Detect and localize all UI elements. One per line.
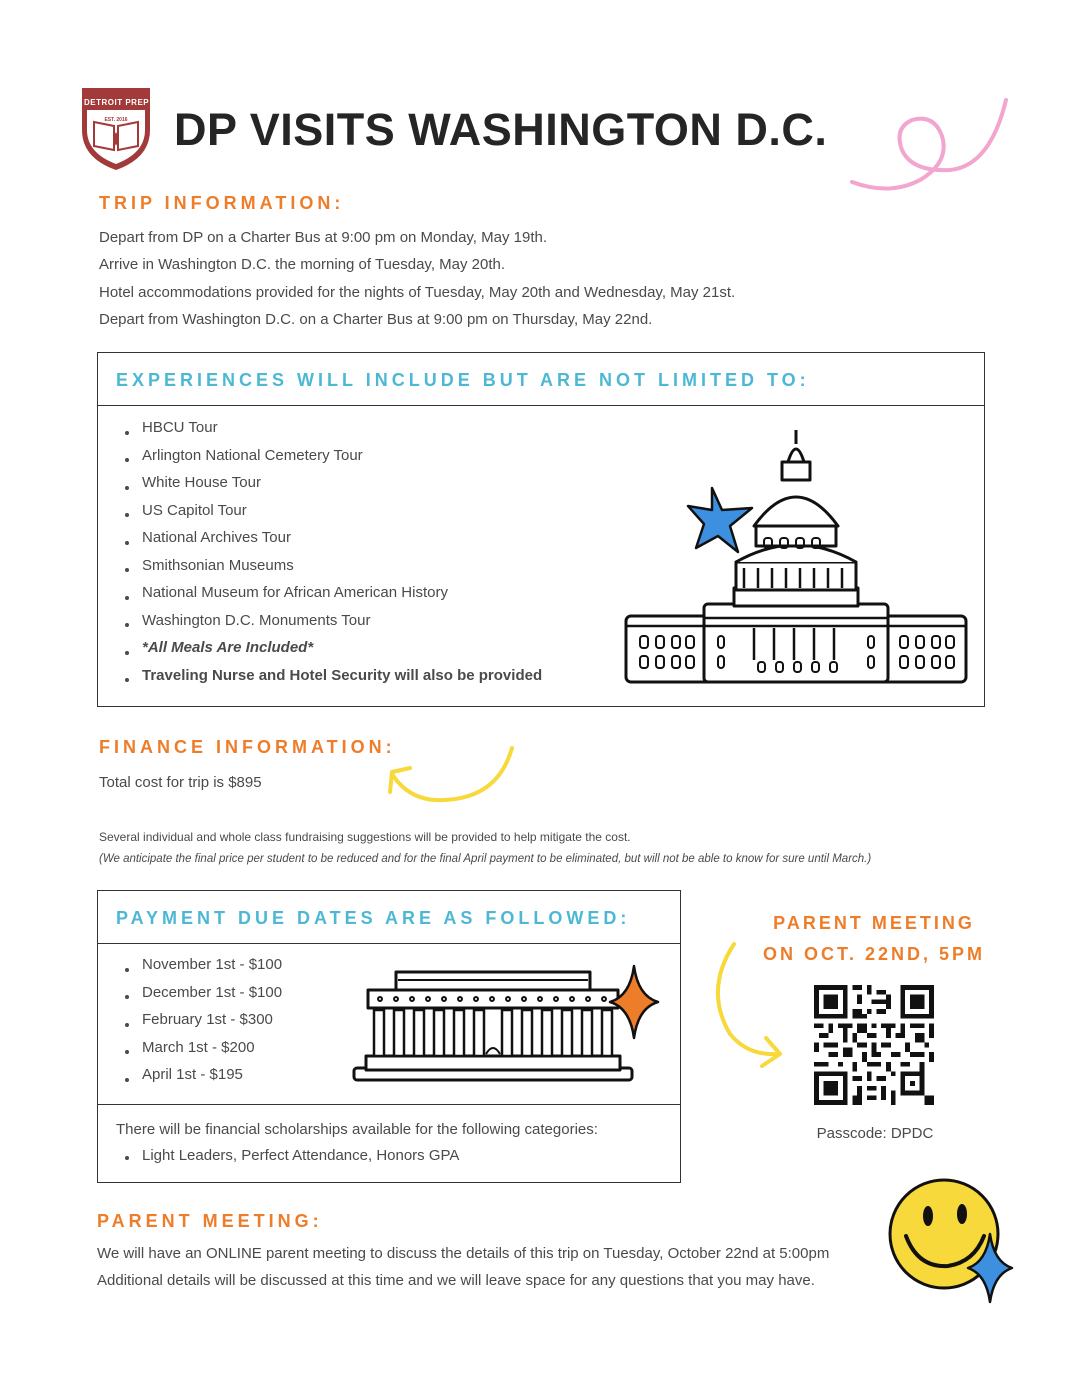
trip-line: Depart from Washington D.C. on a Charter Bus at 9:00 pm on Thursday, May 22nd. xyxy=(99,311,653,328)
page-title: DP VISITS WASHINGTON D.C. xyxy=(174,104,828,155)
pink-squiggle xyxy=(850,96,1010,196)
payments-heading: PAYMENT DUE DATES ARE AS FOLLOWED: xyxy=(116,908,631,928)
list-item: US Capitol Tour xyxy=(116,502,542,530)
parent-meeting-heading: PARENT MEETING: xyxy=(97,1211,323,1231)
logo-top-text: DETROIT PREP xyxy=(84,98,150,107)
scholarship-intro: There will be financial scholarships available for the following categories: xyxy=(116,1121,598,1138)
experiences-box-header xyxy=(98,353,984,406)
meeting-callout-line1: PARENT MEETING xyxy=(773,913,975,933)
qr-code[interactable] xyxy=(814,985,934,1105)
payments-list xyxy=(116,956,282,1094)
list-item: Washington D.C. Monuments Tour xyxy=(116,612,542,640)
meeting-callout-line2: ON OCT. 22ND, 5PM xyxy=(762,944,986,964)
finance-heading: FINANCE INFORMATION: xyxy=(99,737,396,757)
trip-line: Hotel accommodations provided for the nights of Tuesday, May 20th and Wednesday, May 21st. xyxy=(99,284,736,301)
list-item: National Archives Tour xyxy=(116,529,542,557)
list-item: April 1st - $195 xyxy=(116,1066,282,1094)
orange-sparkle-icon xyxy=(608,964,660,1040)
parent-meeting-line: Additional details will be discussed at this time and we will leave space for any questions that you may have. xyxy=(97,1272,815,1289)
trip-info-heading: TRIP INFORMATION: xyxy=(99,193,345,213)
parent-meeting-line: We will have an ONLINE parent meeting to discuss the details of this trip on Tuesday, October 22nd at 5:00pm xyxy=(97,1245,830,1262)
us-capitol-illustration xyxy=(624,428,968,688)
payments-divider xyxy=(98,1104,680,1105)
list-item: National Museum for African American History xyxy=(116,584,542,612)
finance-note: Several individual and whole class fundraising suggestions will be provided to help mitigate the cost. xyxy=(99,830,631,844)
trip-line: Arrive in Washington D.C. the morning of Tuesday, May 20th. xyxy=(99,256,506,273)
trip-line: Depart from DP on a Charter Bus at 9:00 pm on Monday, May 19th. xyxy=(99,229,548,246)
meeting-passcode: Passcode: DPDC xyxy=(816,1125,934,1142)
list-item: White House Tour xyxy=(116,474,542,502)
list-item: *All Meals Are Included* xyxy=(116,639,542,667)
list-item: Arlington National Cemetery Tour xyxy=(116,447,542,475)
lincoln-memorial-illustration xyxy=(352,968,634,1084)
list-item: November 1st - $100 xyxy=(116,956,282,984)
finance-note-italic: (We anticipate the final price per student to be reduced and for the final April payment to be eliminated, but will not be able to know for sure until March.) xyxy=(99,853,872,865)
logo-est-text: EST. 2016 xyxy=(104,117,128,123)
blue-sparkle-icon xyxy=(966,1232,1014,1304)
blue-star-icon xyxy=(686,486,758,556)
list-item: Light Leaders, Perfect Attendance, Honors GPA xyxy=(116,1147,459,1169)
experiences-heading: EXPERIENCES WILL INCLUDE BUT ARE NOT LIMITED TO: xyxy=(116,370,810,390)
experiences-list xyxy=(116,419,542,694)
payments-box-header xyxy=(98,891,680,944)
finance-total: Total cost for trip is $895 xyxy=(99,774,262,791)
scholarship-list xyxy=(116,1147,459,1169)
list-item: HBCU Tour xyxy=(116,419,542,447)
list-item: December 1st - $100 xyxy=(116,984,282,1012)
list-item: Smithsonian Museums xyxy=(116,557,542,585)
list-item: Traveling Nurse and Hotel Security will also be provided xyxy=(116,667,542,695)
list-item: February 1st - $300 xyxy=(116,1011,282,1039)
yellow-arrow xyxy=(708,940,788,1074)
list-item: March 1st - $200 xyxy=(116,1039,282,1067)
yellow-arrow xyxy=(386,744,518,804)
